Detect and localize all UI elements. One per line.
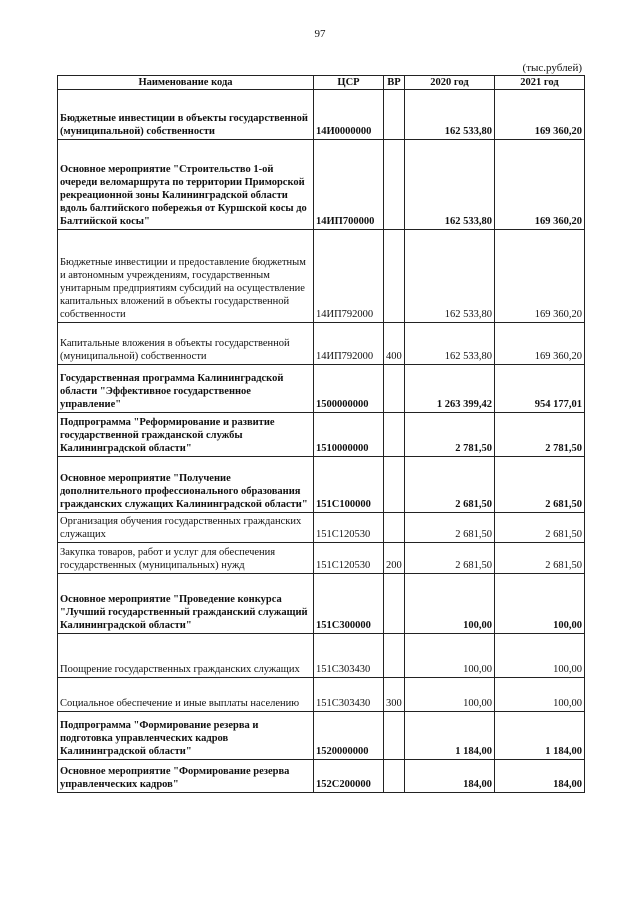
row-2021: 169 360,20 [495, 230, 585, 323]
table-row [58, 365, 585, 413]
row-name: Основное мероприятие "Получение дополнительного профессионального образования гражданских служащих Калининградской области" [58, 457, 314, 513]
row-name: Основное мероприятие "Проведение конкурса "Лучший государственный гражданский служащий Калининградской области" [58, 574, 314, 634]
row-2021: 100,00 [495, 678, 585, 712]
row-vr [384, 760, 405, 793]
row-name: Капитальные вложения в объекты государственной (муниципальной) собственности [58, 323, 314, 365]
header-csr: ЦСР [314, 76, 384, 90]
table-row [58, 712, 585, 760]
row-vr: 300 [384, 678, 405, 712]
row-vr [384, 230, 405, 323]
row-vr [384, 712, 405, 760]
row-2020: 2 681,50 [405, 513, 495, 543]
row-2021: 100,00 [495, 634, 585, 678]
table-row [58, 323, 585, 365]
row-name: Поощрение государственных гражданских служащих [58, 634, 314, 678]
row-2020: 162 533,80 [405, 90, 495, 140]
row-name: Бюджетные инвестиции и предоставление бюджетным и автономным учреждениям, государственным унитарным предприятиям субсидий на осуществление капитальных вложений в объекты государственной собственности [58, 230, 314, 323]
row-2020: 162 533,80 [405, 230, 495, 323]
row-name: Закупка товаров, работ и услуг для обеспечения государственных (муниципальных) нужд [58, 543, 314, 574]
row-vr: 200 [384, 543, 405, 574]
row-csr: 151С303430 [314, 634, 384, 678]
row-csr: 14ИП792000 [314, 230, 384, 323]
row-csr: 152С200000 [314, 760, 384, 793]
row-2021: 169 360,20 [495, 140, 585, 230]
row-csr: 14И0000000 [314, 90, 384, 140]
row-vr [384, 513, 405, 543]
row-csr: 151С120530 [314, 543, 384, 574]
row-2020: 2 681,50 [405, 543, 495, 574]
row-name: Подпрограмма "Реформирование и развитие государственной гражданской службы Калининградской области" [58, 413, 314, 457]
row-csr: 151С120530 [314, 513, 384, 543]
table-row [58, 140, 585, 230]
row-2021: 169 360,20 [495, 323, 585, 365]
row-csr: 151С303430 [314, 678, 384, 712]
row-name: Подпрограмма "Формирование резерва и подготовка управленческих кадров Калининградской области" [58, 712, 314, 760]
row-2020: 2 681,50 [405, 457, 495, 513]
row-name: Основное мероприятие "Строительство 1-ой очереди веломаршрута по территории Приморской рекреационной зоны Калининградской области вдоль балтийского побережья от Куршской косы до Балтийской косы" [58, 140, 314, 230]
table-row [58, 413, 585, 457]
table-row [58, 513, 585, 543]
table-row [58, 634, 585, 678]
table-row [58, 230, 585, 323]
table-row [58, 90, 585, 140]
row-name: Бюджетные инвестиции в объекты государственной (муниципальной) собственности [58, 90, 314, 140]
row-2021: 954 177,01 [495, 365, 585, 413]
row-2021: 2 681,50 [495, 457, 585, 513]
row-csr: 151С100000 [314, 457, 384, 513]
row-vr [384, 90, 405, 140]
row-2020: 100,00 [405, 634, 495, 678]
row-csr: 1510000000 [314, 413, 384, 457]
row-csr: 14ИП792000 [314, 323, 384, 365]
row-vr [384, 457, 405, 513]
row-2020: 100,00 [405, 574, 495, 634]
row-vr [384, 574, 405, 634]
table-header-row [58, 76, 585, 90]
row-name: Социальное обеспечение и иные выплаты населению [58, 678, 314, 712]
table-row [58, 760, 585, 793]
header-name: Наименование кода [58, 76, 314, 90]
row-name: Государственная программа Калининградской области "Эффективное государственное управление" [58, 365, 314, 413]
table-row [58, 678, 585, 712]
table-row [58, 543, 585, 574]
page-number: 97 [314, 28, 326, 40]
row-name: Основное мероприятие "Формирование резерва управленческих кадров" [58, 760, 314, 793]
row-2021: 2 781,50 [495, 413, 585, 457]
row-2020: 184,00 [405, 760, 495, 793]
row-2021: 2 681,50 [495, 543, 585, 574]
row-csr: 1520000000 [314, 712, 384, 760]
table-row [58, 574, 585, 634]
row-vr [384, 413, 405, 457]
row-csr: 1500000000 [314, 365, 384, 413]
row-name: Организация обучения государственных гражданских служащих [58, 513, 314, 543]
row-vr [384, 365, 405, 413]
row-vr [384, 140, 405, 230]
row-csr: 151С300000 [314, 574, 384, 634]
table-row [58, 457, 585, 513]
row-2021: 100,00 [495, 574, 585, 634]
row-2021: 1 184,00 [495, 712, 585, 760]
row-2021: 184,00 [495, 760, 585, 793]
header-vr: ВР [384, 76, 405, 90]
row-2020: 162 533,80 [405, 140, 495, 230]
header-2021: 2021 год [495, 76, 585, 90]
row-2020: 2 781,50 [405, 413, 495, 457]
row-csr: 14ИП700000 [314, 140, 384, 230]
row-2020: 1 184,00 [405, 712, 495, 760]
row-vr: 400 [384, 323, 405, 365]
row-2021: 2 681,50 [495, 513, 585, 543]
header-2020: 2020 год [405, 76, 495, 90]
row-vr [384, 634, 405, 678]
row-2020: 1 263 399,42 [405, 365, 495, 413]
unit-label: (тыс.рублей) [522, 62, 582, 74]
row-2021: 169 360,20 [495, 90, 585, 140]
row-2020: 162 533,80 [405, 323, 495, 365]
budget-table [57, 75, 585, 793]
row-2020: 100,00 [405, 678, 495, 712]
